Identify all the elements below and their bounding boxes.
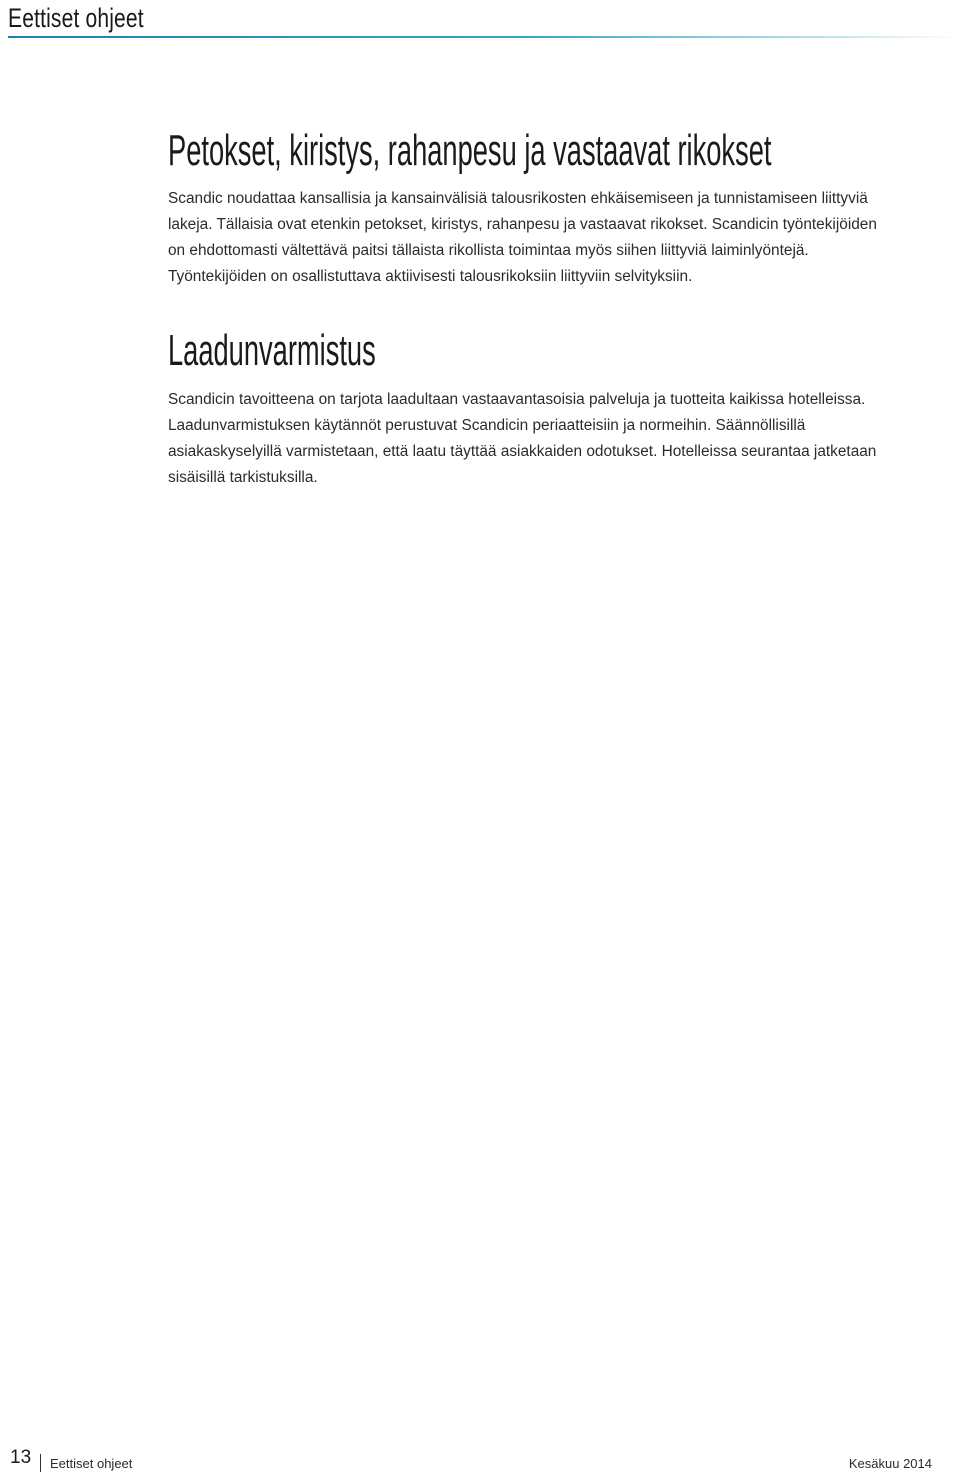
body-line: on ehdottomasti vältettävä paitsi tällaista rikollista toimintaa myös siihen liittyviä laiminlyöntejä.: [168, 242, 809, 259]
footer-date: Kesäkuu 2014: [848, 1456, 932, 1471]
body-line: Laadunvarmistuksen käytännöt perustuvat Scandicin periaatteisiin ja normeihin. Säännöllisillä: [168, 417, 806, 434]
body-line: Scandic noudattaa kansallisia ja kansainvälisiä talousrikosten ehkäisemiseen ja tunnistamiseen liittyviä: [168, 190, 868, 207]
body-line: lakeja. Tällaisia ovat etenkin petokset, kiristys, rahanpesu ja vastaavat rikokset. Scandicin työntekijöiden: [168, 216, 877, 233]
body-line: Työntekijöiden on osallistuttava aktiivisesti talousrikoksiin liittyviin selvityksiin.: [168, 268, 693, 285]
body-line: asiakaskyselyillä varmistetaan, että laatu täyttää asiakkaiden odotukset. Hotelleissa seurantaa jatketaan: [168, 443, 877, 460]
section-body-quality: [168, 387, 898, 491]
body-line: sisäisillä tarkistuksilla.: [168, 469, 318, 486]
footer-document-name: Eettiset ohjeet: [50, 1456, 133, 1471]
body-line: Scandicin tavoitteena on tarjota laadultaan vastaavantasoisia palveluja ja tuotteita kaikissa hotelleissa.: [168, 391, 866, 408]
section-title-fraud: Petokset, kiristys, rahanpesu ja vastaavat rikokset: [168, 126, 772, 175]
page-footer: [0, 1446, 960, 1474]
footer-divider: [40, 1454, 41, 1472]
header-rule: [8, 36, 960, 38]
page-number: 13: [10, 1447, 32, 1468]
running-header-title: Eettiset ohjeet: [8, 3, 144, 33]
section-title-quality: Laadunvarmistus: [168, 326, 376, 375]
section-body-fraud: [168, 186, 898, 290]
